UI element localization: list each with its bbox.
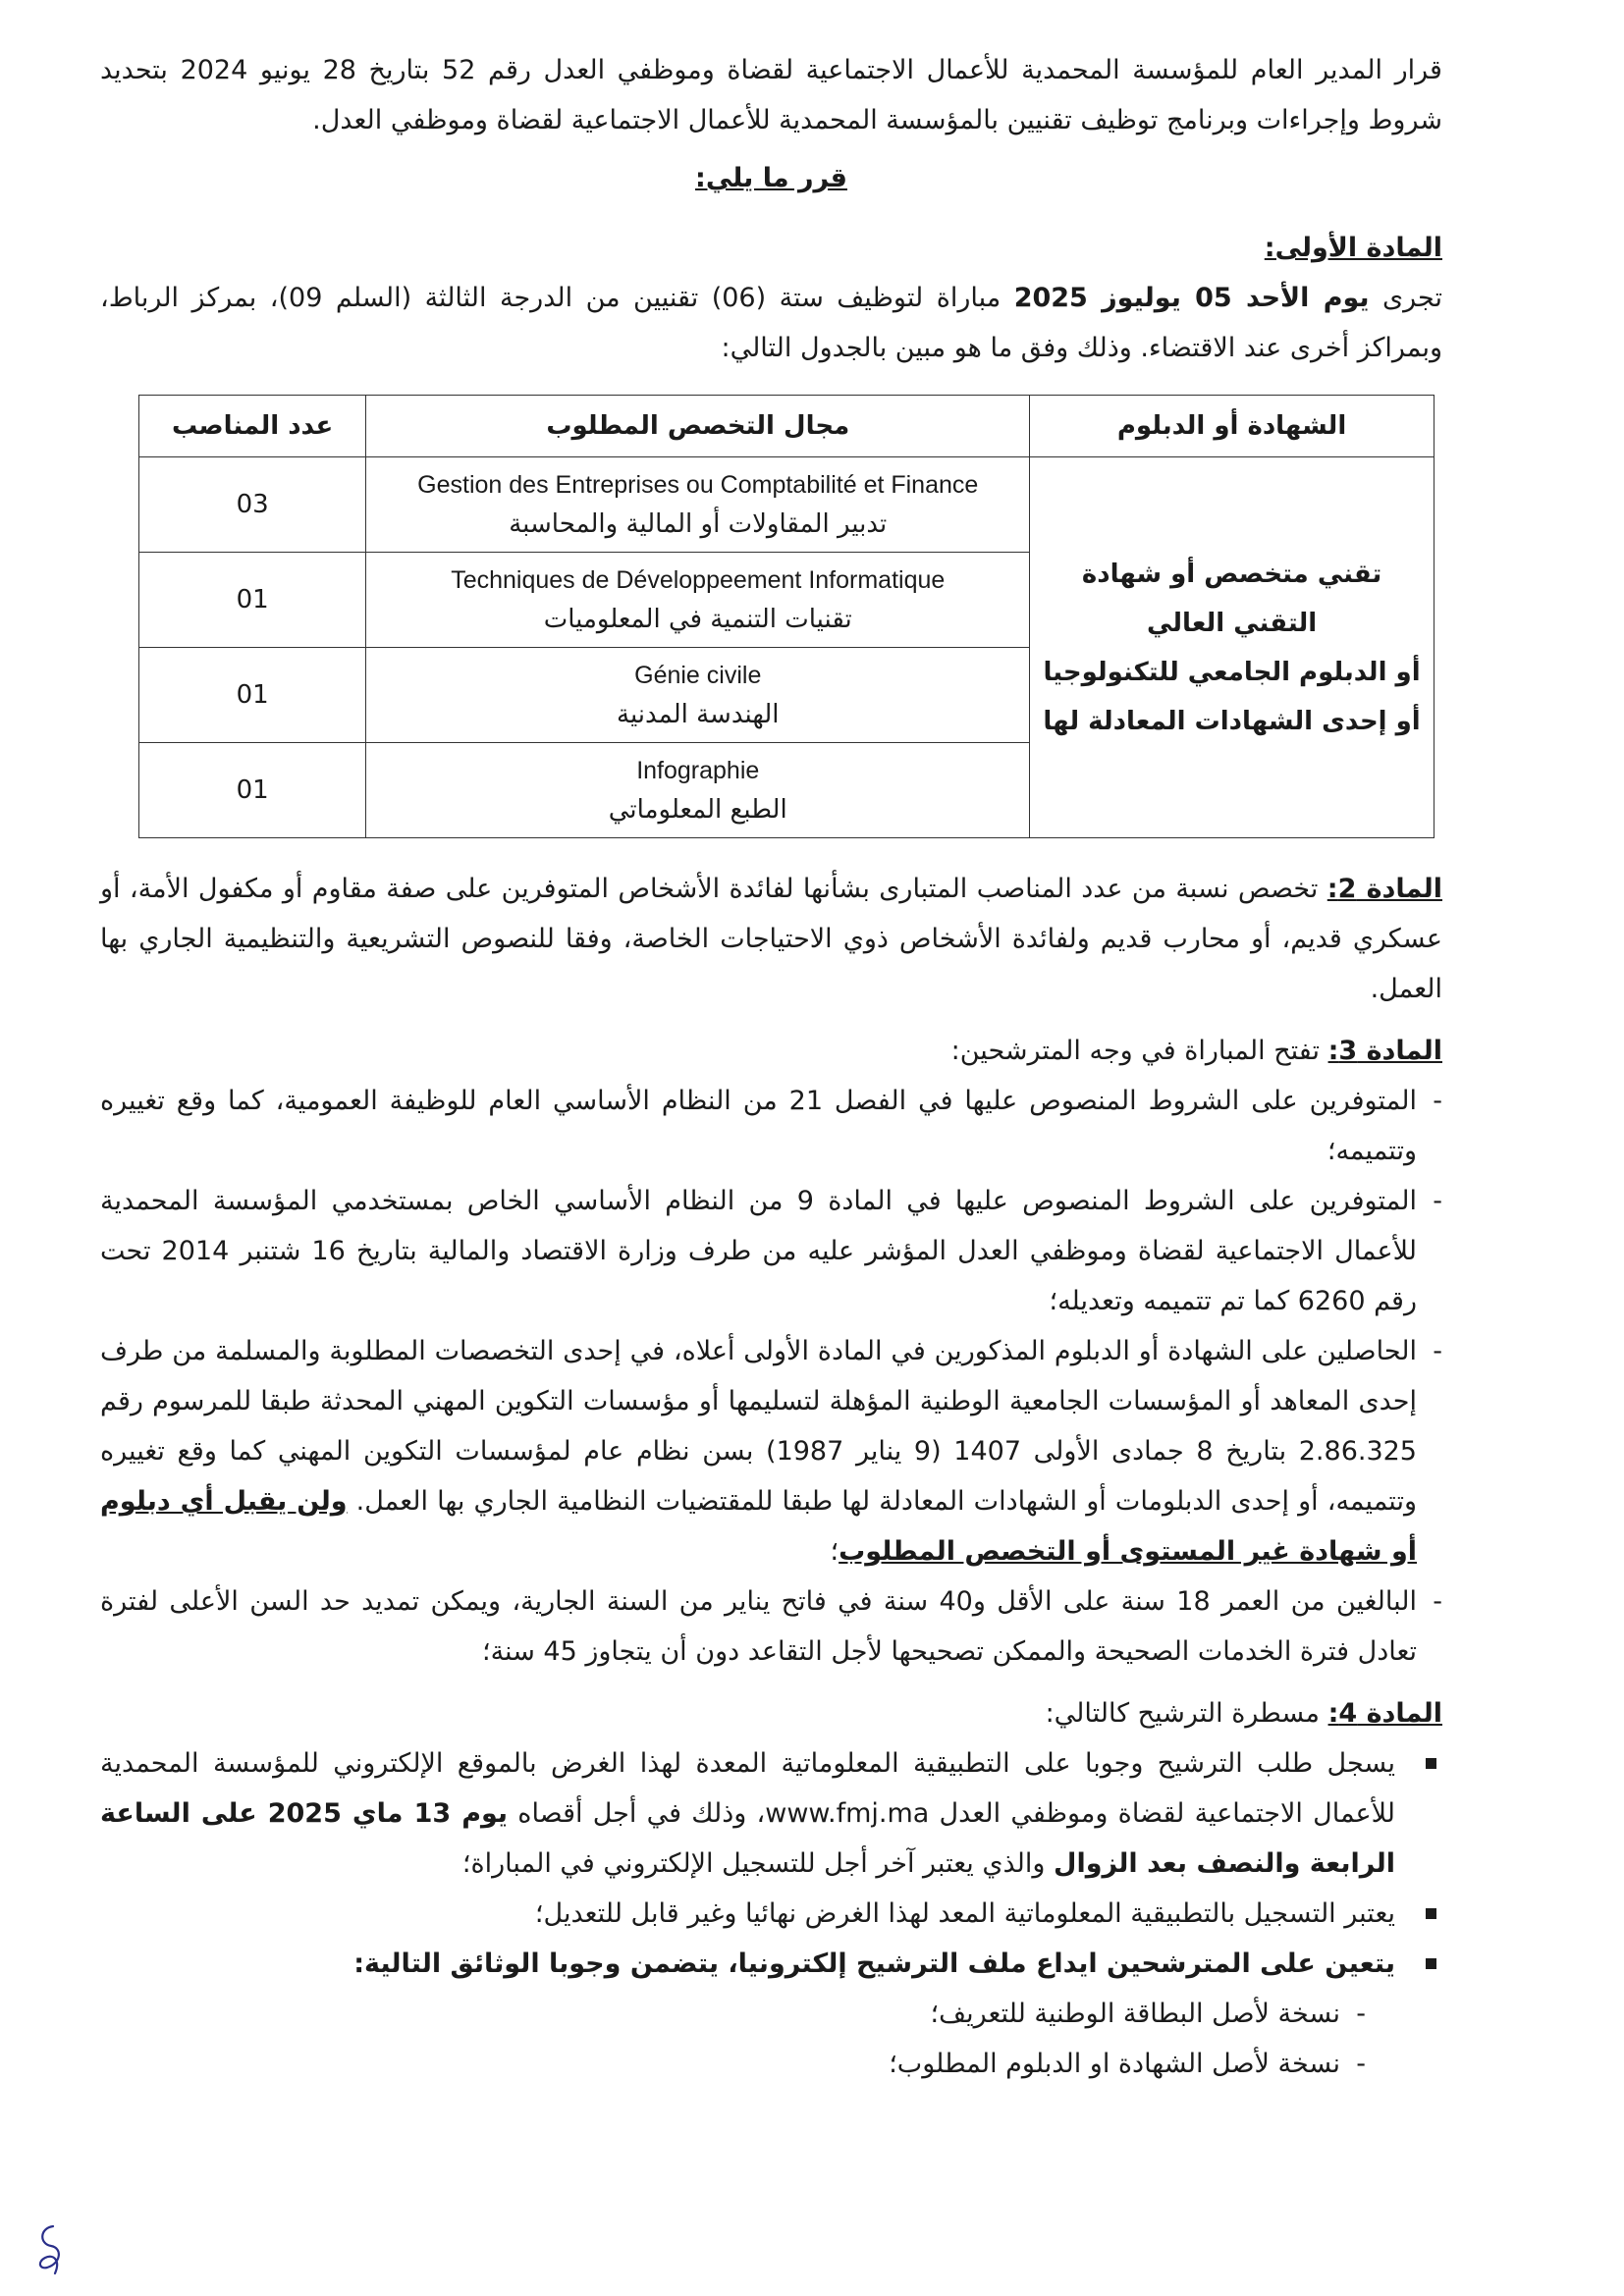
specialty-ar: الهندسة المدنية [617,700,780,729]
specialty-cell [366,457,1030,553]
registration-deadline: يوم 13 ماي 2025 على الساعة الرابعة والنصف بعد الزوال [100,1798,1395,1879]
required-documents [100,1989,1395,2089]
specialty-fr: Techniques de Développeement Informatique [451,566,946,594]
specialty-fr: Gestion des Entreprises ou Comptabilité et Finance [417,471,979,499]
count-cell: 01 [139,553,366,648]
list-item: - المتوفرين على الشروط المنصوص عليها في الفصل 21 من النظام الأساسي العام للوظيفة العمومية، كما وقع تغييره وتتميمه؛ [100,1076,1442,1176]
certificate-line: أو الدبلوم الجامعي للتكنولوجيا [1043,657,1421,687]
article-1 [100,223,1442,373]
exam-date: يوم الأحد 05 يوليوز 2025 [1013,283,1370,313]
article-3 [100,1026,1442,1677]
header-specialty: مجال التخصص المطلوب [366,396,1030,457]
article-4 [100,1688,1442,2089]
count-cell: 01 [139,648,366,743]
specialty-cell [366,743,1030,838]
positions-table [138,395,1435,838]
table-row [139,457,1435,553]
count-cell: 03 [139,457,366,553]
square-bullet-icon [1426,1908,1436,1919]
header-certificate: الشهادة أو الدبلوم [1030,396,1435,457]
decision-intro: قرار المدير العام للمؤسسة المحمدية للأعمال الاجتماعية لقضاة وموظفي العدل رقم 52 بتاريخ 28 يونيو 2024 بتحديد شروط وإجراءات وبرنامج توظيف تقنيين بالمؤسسة المحمدية للأعمال الاجتماعية لقضاة وموظفي العدل. [100,55,1442,135]
table-header-row [139,396,1435,457]
count-cell: 01 [139,743,366,838]
signature-initials-mark [31,2220,71,2279]
specialty-cell [366,648,1030,743]
article-4-procedure [100,1738,1442,2089]
article-2 [100,864,1442,1014]
specialty-ar: الطبع المعلوماتي [608,795,787,825]
specialty-ar: تدبير المقاولات أو المالية والمحاسبة [509,509,888,539]
certificate-line: أو إحدى الشهادات المعادلة لها [1043,706,1421,736]
article-3-title: المادة 3: [1327,1036,1442,1066]
header-count: عدد المناصب [139,396,366,457]
list-item: - البالغين من العمر 18 سنة على الأقل و40 سنة في فاتح يناير من السنة الجارية، ويمكن تمديد حد السن الأعلى لفترة تعادل فترة الخدمات الصحيحة والممكن تصحيحها لأجل التقاعد دون أن يتجاوز 45 سنة؛ [100,1576,1442,1677]
decision-heading: قرر ما يلي: [695,163,847,193]
square-bullet-icon [1426,1758,1436,1769]
certificate-line: تقني متخصص أو شهادة التقني العالي [1081,559,1382,638]
list-item: يتعين على المترشحين ايداع ملف الترشيح إلكترونيا، يتضمن وجوبا الوثائق التالية: - نسخة لأصل البطاقة الوطنية للتعريف؛ - نسخة لأصل الشهادة او الدبلوم المطلوب؛ [100,1939,1442,2089]
list-item: - نسخة لأصل الشهادة او الدبلوم المطلوب؛ [100,2039,1366,2089]
diploma-warning: ولن يقبل أي دبلوم أو شهادة غير المستوى أو التخصص المطلوب [100,1486,1417,1567]
list-item: - الحاصلين على الشهادة أو الدبلوم المذكورين في المادة الأولى أعلاه، في إحدى التخصصات المطلوبة والمسلمة من طرف إحدى المعاهد أو المؤسسات الجامعية الوطنية المؤهلة لتسليمها أو مؤسسات التكوين المهني المحدثة طبقا للمرسوم رقم 2.86.325 بتاريخ 8 جمادى الأولى 1407 (9 يناير 1987) بسن نظام عام لمؤسسات التكوين المهني كما وقع تغييره وتتميمه، أو إحدى الدبلومات أو الشهادات المعادلة لها طبقا للمقتضيات النظامية الجاري بها العمل. ولن يقبل أي دبلوم أو شهادة غير المستوى أو التخصص المطلوب؛ [100,1326,1442,1576]
article-4-title: المادة 4: [1327,1698,1442,1729]
certificate-cell [1030,457,1435,838]
article-3-conditions [100,1076,1442,1677]
specialty-fr: Infographie [636,757,760,784]
website-link[interactable]: www.fmj.ma [765,1798,930,1829]
article-1-text: تجرى يوم الأحد 05 يوليوز 2025 مباراة لتوظيف ستة (06) تقنيين من الدرجة الثالثة (السلم 09)، بمركز الرباط، وبمراكز أخرى عند الاقتضاء. وذلك وفق ما هو مبين بالجدول التالي: [100,283,1442,363]
article-3-intro: تفتح المباراة في وجه المترشحين: [950,1036,1328,1066]
square-bullet-icon [1426,1958,1436,1969]
specialty-cell [366,553,1030,648]
list-item: - المتوفرين على الشروط المنصوص عليها في المادة 9 من النظام الأساسي الخاص بمستخدمي المؤسسة المحمدية للأعمال الاجتماعية لقضاة وموظفي العدل المؤشر عليه من طرف وزارة الاقتصاد والمالية بتاريخ 16 شتنبر 2014 تحت رقم 6260 كما تم تتميمه وتعديله؛ [100,1176,1442,1326]
article-1-title: المادة الأولى: [1264,233,1442,263]
specialty-ar: تقنيات التنمية في المعلوميات [543,605,852,634]
specialty-fr: Génie civile [634,662,762,689]
list-item: - نسخة لأصل البطاقة الوطنية للتعريف؛ [100,1989,1366,2039]
article-2-text: تخصص نسبة من عدد المناصب المتبارى بشأنها لفائدة الأشخاص المتوفرين على صفة مقاوم أو مكفول الأمة، أو عسكري قديم، أو محارب قديم ولفائدة الأشخاص ذوي الاحتياجات الخاصة، وفقا للنصوص التشريعية والتنظيمية الجاري بها العمل. [100,874,1442,1004]
list-item: يعتبر التسجيل بالتطبيقية المعلوماتية المعد لهذا الغرض نهائيا وغير قابل للتعديل؛ [100,1889,1442,1939]
list-item: يسجل طلب الترشيح وجوبا على التطبيقية المعلوماتية المعدة لهذا الغرض بالموقع الإلكتروني للمؤسسة المحمدية للأعمال الاجتماعية لقضاة وموظفي العدل www.fmj.ma، وذلك في أجل أقصاه يوم 13 ماي 2025 على الساعة الرابعة والنصف بعد الزوال والذي يعتبر آخر أجل للتسجيل الإلكتروني في المباراة؛ [100,1738,1442,1889]
article-2-title: المادة 2: [1326,874,1443,904]
article-4-intro: مسطرة الترشيح كالتالي: [1045,1698,1328,1729]
